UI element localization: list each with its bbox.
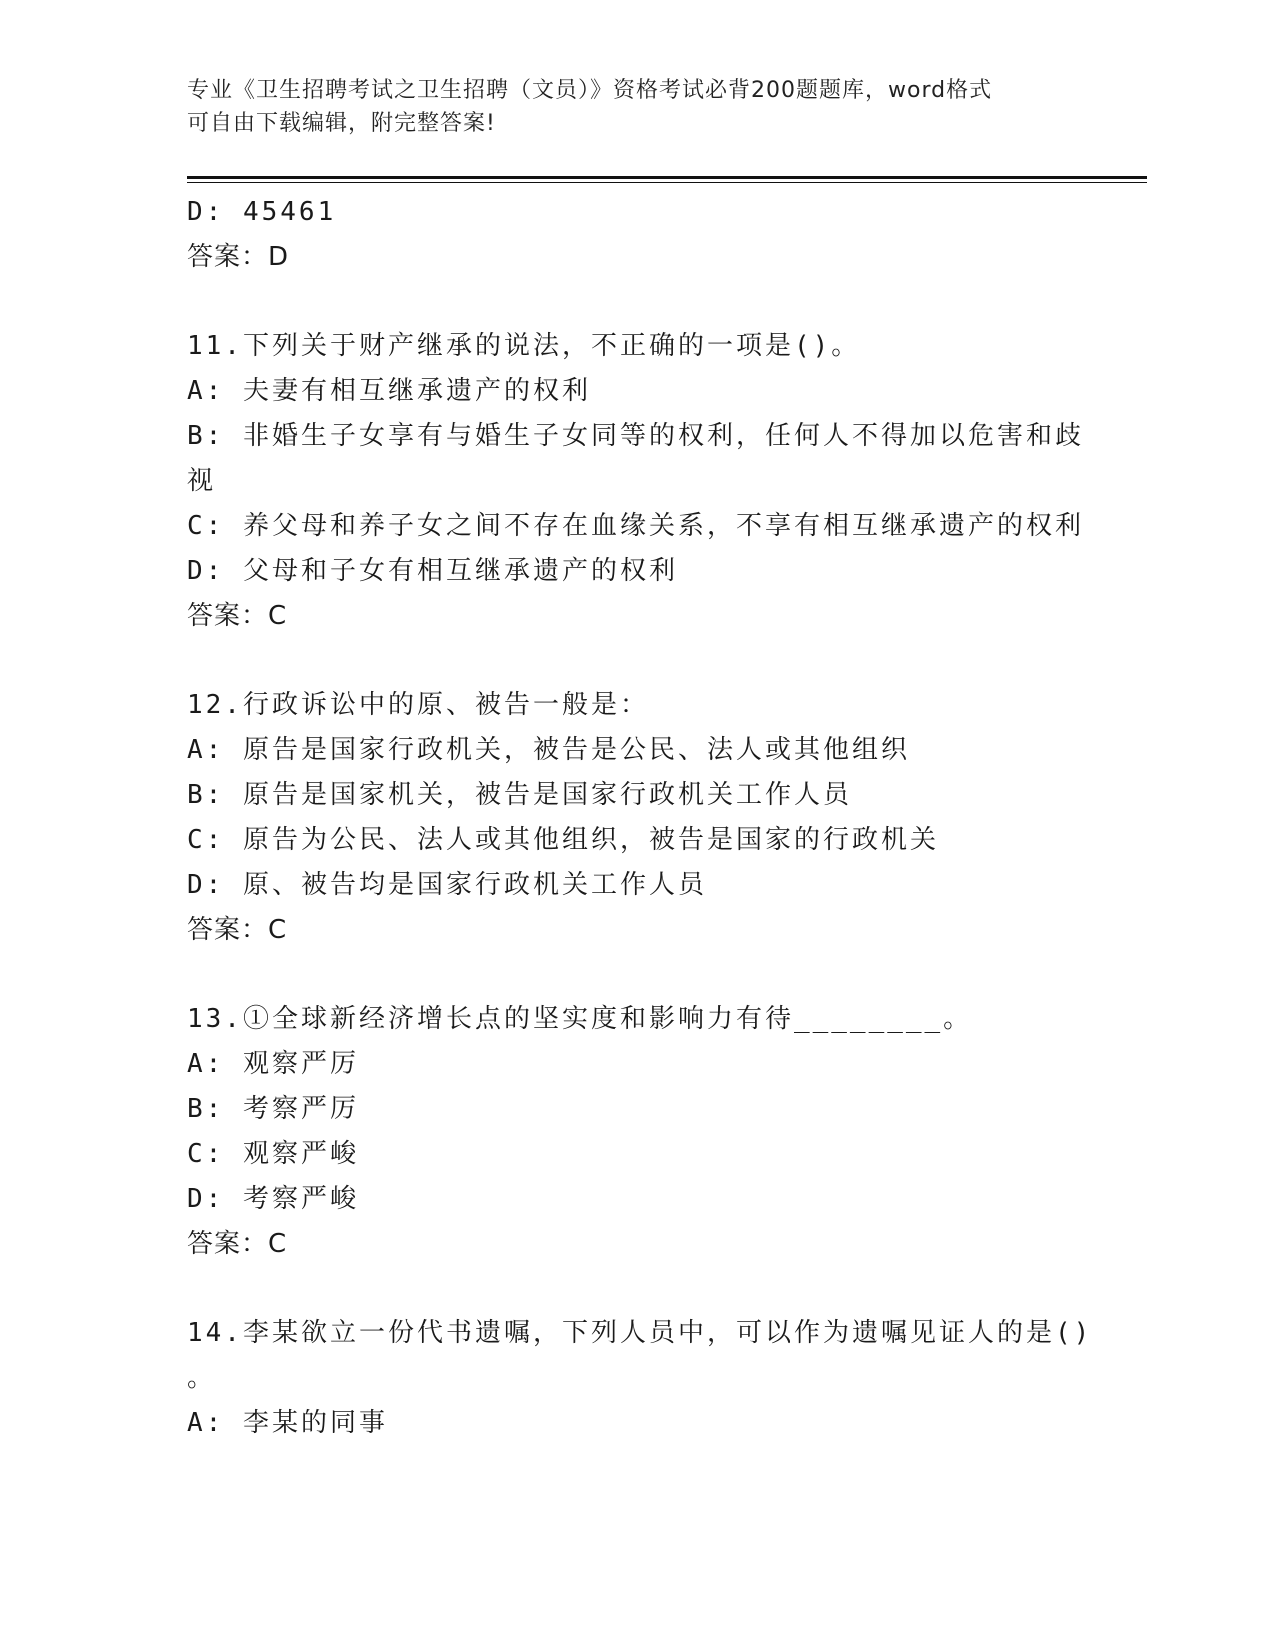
option-b: B: 非婚生子女享有与婚生子女同等的权利，任何人不得加以危害和歧: [187, 421, 1084, 451]
option-c: C: 观察严峻: [187, 1139, 359, 1169]
question-stem: 11.下列关于财产继承的说法，不正确的一项是()。: [187, 331, 861, 361]
answer: 答案：D: [187, 242, 290, 272]
answer: 答案：C: [187, 915, 288, 945]
document-header: [187, 74, 1087, 140]
option-d: D: 父母和子女有相互继承遗产的权利: [187, 556, 678, 586]
previous-question-tail: [187, 190, 1087, 280]
answer: 答案：C: [187, 1229, 288, 1259]
option-b: B: 原告是国家机关，被告是国家行政机关工作人员: [187, 780, 852, 810]
question-stem: 13.①全球新经济增长点的坚实度和影响力有待________。: [187, 1004, 973, 1034]
option-d: D: 原、被告均是国家行政机关工作人员: [187, 870, 707, 900]
header-rule-thin: [187, 182, 1147, 183]
option-a: A: 夫妻有相互继承遗产的权利: [187, 376, 591, 406]
question-13: [187, 997, 1087, 1267]
option-a: A: 原告是国家行政机关，被告是公民、法人或其他组织: [187, 735, 910, 765]
question-stem-continued: 。: [187, 1363, 217, 1393]
option-d: D: 45461: [187, 197, 337, 227]
document-body: [187, 190, 1093, 1446]
option-a: A: 李某的同事: [187, 1408, 388, 1438]
option-b-continued: 视: [187, 466, 217, 496]
question-stem: 14.李某欲立一份代书遗嘱，下列人员中，可以作为遗嘱见证人的是(): [187, 1318, 1093, 1348]
option-d: D: 考察严峻: [187, 1184, 359, 1214]
option-b: B: 考察严厉: [187, 1094, 359, 1124]
header-line-2: 可自由下载编辑，附完整答案!: [187, 111, 496, 136]
header-rule-thick: [187, 176, 1147, 179]
answer: 答案：C: [187, 601, 288, 631]
question-stem: 12.行政诉讼中的原、被告一般是：: [187, 690, 649, 720]
question-12: [187, 683, 1087, 953]
option-a: A: 观察严厉: [187, 1049, 359, 1079]
question-11: [187, 324, 1087, 639]
header-line-1: 专业《卫生招聘考试之卫生招聘（文员）》资格考试必背200题题库，word格式: [187, 78, 993, 103]
question-14: [187, 1311, 1093, 1446]
option-c: C: 养父母和养子女之间不存在血缘关系，不享有相互继承遗产的权利: [187, 511, 1084, 541]
option-c: C: 原告为公民、法人或其他组织，被告是国家的行政机关: [187, 825, 939, 855]
